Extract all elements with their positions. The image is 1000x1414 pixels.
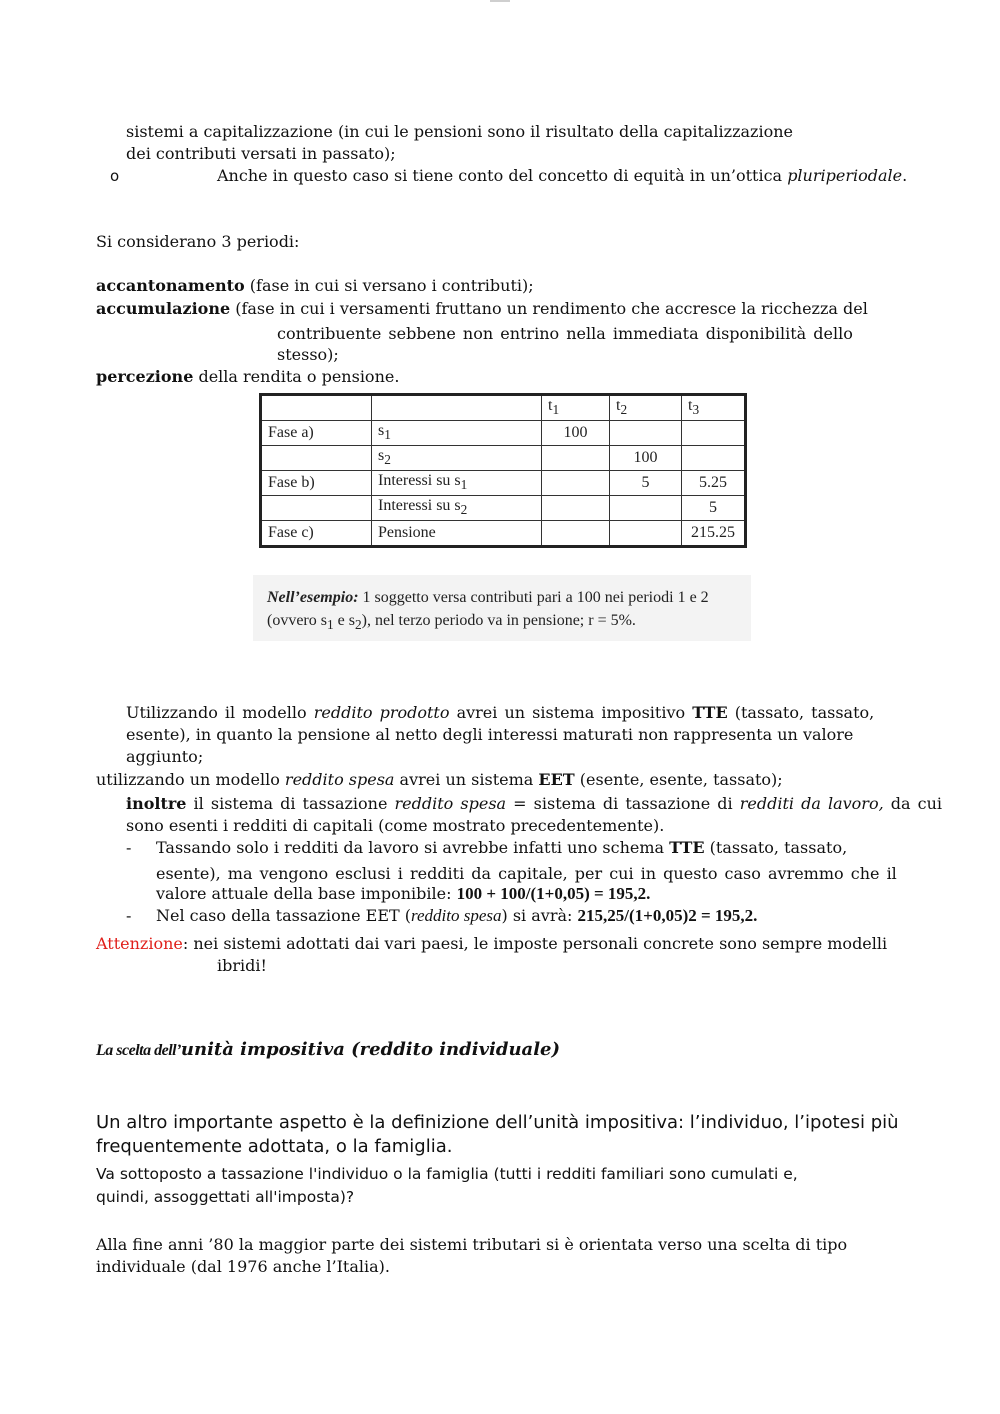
table-cell: Fase b)	[261, 471, 372, 496]
pension-table-figure	[253, 389, 751, 641]
table-cell	[682, 446, 746, 471]
table-cell: Fase a)	[261, 421, 372, 446]
header-mark	[490, 0, 510, 2]
table-header-cell	[372, 395, 542, 421]
table-cell	[682, 421, 746, 446]
section-para-2-line-1: Va sottoposto a tassazione l'individuo o la famiglia (tutti i redditi familiari sono cumulati e,	[96, 1165, 798, 1183]
table-header-t3: $t_3$	[682, 395, 746, 421]
table-cell: 5	[682, 496, 746, 521]
model-inoltre-line-2: sono esenti i redditi di capitali (come mostrato precedentemente).	[126, 816, 665, 835]
caption-line-1: Nell’esempio: 1 soggetto versa contributi pari a 100 nei periodi 1 e 2	[267, 589, 709, 606]
section-para-1-line-2: frequentemente adottata, o la famiglia.	[96, 1136, 453, 1157]
table-cell: Pensione	[372, 521, 542, 547]
intro-line-2: dei contributi versati in passato);	[126, 144, 396, 163]
intro-line-3: Anche in questo caso si tiene conto del concetto di equità in un’ottica pluriperiodale.	[217, 166, 908, 185]
table-row	[261, 496, 746, 521]
table-cell: $s_2$	[372, 446, 542, 471]
model-reddito-spesa: utilizzando un modello reddito spesa avrei un sistema EET (esente, esente, tassato);	[96, 770, 783, 789]
table-cell: Fase c)	[261, 521, 372, 547]
model-reddito-prodotto-line-3: aggiunto;	[126, 747, 204, 766]
table-row	[261, 421, 746, 446]
table-cell	[261, 496, 372, 521]
table-row	[261, 446, 746, 471]
table-cell: 100	[542, 421, 610, 446]
pension-table	[259, 393, 747, 548]
table-cell: 100	[610, 446, 682, 471]
dash-item-2: Nel caso della tassazione EET (reddito spesa) si avrà: 215,25/(1+0,05)2 = 195,2.	[156, 906, 758, 925]
table-cell	[610, 496, 682, 521]
table-cell	[542, 496, 610, 521]
table-cell	[610, 521, 682, 547]
bullet-marker: o	[110, 167, 120, 185]
model-reddito-prodotto-line-2: esente), in quanto la pensione al netto degli interessi maturati non rappresenta un valore	[126, 725, 854, 744]
period-accumulazione-cont-2: stesso);	[277, 345, 339, 364]
intro-line-1: sistemi a capitalizzazione (in cui le pensioni sono il risultato della capitalizzazione	[126, 122, 793, 141]
model-reddito-prodotto: Utilizzando il modello reddito prodotto avrei un sistema impositivo TTE (tassato, tassato,	[126, 703, 875, 722]
table-cell	[542, 446, 610, 471]
periods-intro: Si considerano 3 periodi:	[96, 232, 300, 251]
dash-marker-2: -	[126, 906, 132, 925]
table-row	[261, 521, 746, 547]
section-para-3-line-2: individuale (dal 1976 anche l’Italia).	[96, 1257, 390, 1276]
table-header-t2: $t_2$	[610, 395, 682, 421]
period-accumulazione: accumulazione (fase in cui i versamenti fruttano un rendimento che accresce la ricchezza del	[96, 299, 868, 318]
period-accumulazione-cont-1: contribuente sebbene non entrino nella immediata disponibilità dello	[277, 324, 853, 343]
table-cell: 5.25	[682, 471, 746, 496]
table-cell	[610, 421, 682, 446]
table-cell: Interessi su $s_1$	[372, 471, 542, 496]
caption-line-2: (ovvero $s_1$ e $s_2$), nel terzo periodo va in pensione; r = 5%.	[267, 612, 636, 633]
section-para-1-line-1: Un altro importante aspetto è la definizione dell’unità impositiva: l’individuo, l’ipotesi più	[96, 1112, 899, 1133]
model-inoltre: inoltre il sistema di tassazione reddito spesa = sistema di tassazione di redditi da lavoro, da cui	[126, 794, 943, 813]
dash-item-1: Tassando solo i redditi da lavoro si avrebbe infatti uno schema TTE (tassato, tassato,	[156, 838, 848, 857]
section-para-3-line-1: Alla fine anni ’80 la maggior parte dei sistemi tributari si è orientata verso una scelta di tipo	[96, 1235, 848, 1254]
section-para-2-line-2: quindi, assoggettati all'imposta)?	[96, 1188, 355, 1206]
table-cell: Interessi su $s_2$	[372, 496, 542, 521]
table-header-cell	[261, 395, 372, 421]
table-cell	[261, 446, 372, 471]
table-header-row	[261, 395, 746, 421]
table-cell: 215.25	[682, 521, 746, 547]
period-accantonamento: accantonamento (fase in cui si versano i contributi);	[96, 276, 534, 295]
table-cell	[542, 471, 610, 496]
warning-line-2: ibridi!	[217, 956, 267, 975]
table-cell: $s_1$	[372, 421, 542, 446]
period-percezione: percezione della rendita o pensione.	[96, 367, 400, 386]
table-cell	[542, 521, 610, 547]
dash-item-1-line-2: esente), ma vengono esclusi i redditi da capitale, per cui in questo caso avremmo che il	[156, 864, 897, 883]
dash-item-1-line-3: valore attuale della base imponibile: 100 + 100/(1+0,05) = 195,2.	[156, 884, 651, 903]
section-title: La scelta dell’unità impositiva (reddito individuale)	[96, 1039, 561, 1060]
table-cell: 5	[610, 471, 682, 496]
table-caption	[253, 575, 751, 641]
dash-marker-1: -	[126, 838, 132, 857]
table-header-t1: $t_1$	[542, 395, 610, 421]
warning-line: Attenzione: nei sistemi adottati dai vari paesi, le imposte personali concrete sono sempre modelli	[96, 934, 888, 953]
table-row	[261, 471, 746, 496]
